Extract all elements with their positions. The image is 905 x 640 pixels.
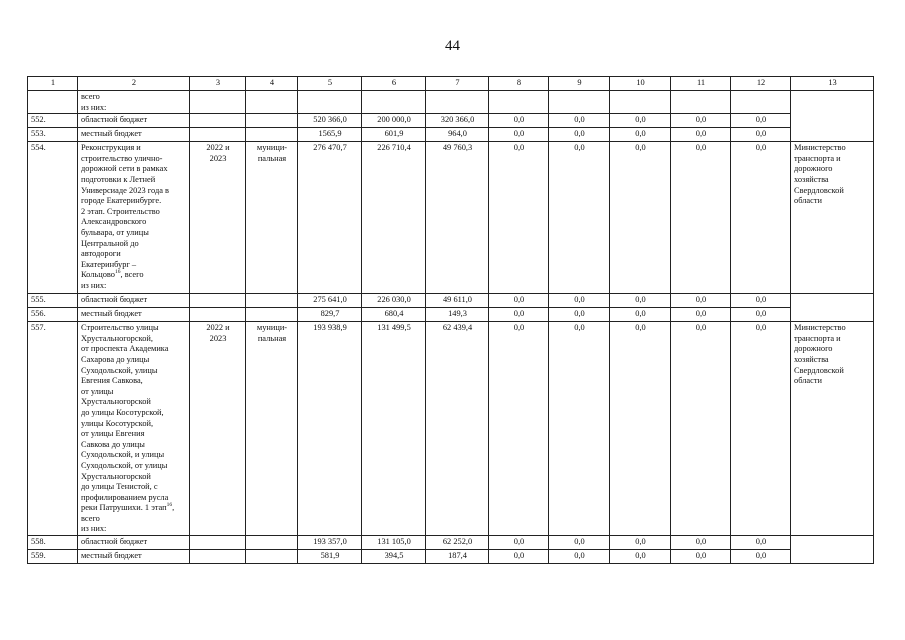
value-col9: 0,0 [549, 550, 610, 564]
value-col6: 131 499,5 [362, 322, 426, 536]
row-organization [791, 294, 874, 308]
row-years [190, 114, 246, 128]
column-header: 6 [362, 77, 426, 91]
value-total: 193 938,9 [298, 322, 362, 536]
value-col8 [489, 91, 549, 114]
value-col8: 0,0 [489, 128, 549, 142]
value-col7: 62 439,4 [426, 322, 489, 536]
value-col12 [731, 91, 791, 114]
value-col7: 320 366,0 [426, 114, 489, 128]
row-organization [791, 128, 874, 142]
table-row [28, 550, 874, 564]
row-number: 553. [28, 128, 78, 142]
column-header: 10 [610, 77, 671, 91]
value-col10: 0,0 [610, 294, 671, 308]
footnote-marker: 16 [166, 502, 173, 509]
column-header: 13 [791, 77, 874, 91]
row-organization [791, 91, 874, 114]
table-row [28, 294, 874, 308]
value-col6: 226 710,4 [362, 142, 426, 294]
value-col11: 0,0 [671, 536, 731, 550]
row-name: областной бюджет [78, 114, 190, 128]
value-total: 581,9 [298, 550, 362, 564]
value-col8: 0,0 [489, 294, 549, 308]
value-col12: 0,0 [731, 536, 791, 550]
value-col8: 0,0 [489, 550, 549, 564]
value-col9: 0,0 [549, 322, 610, 536]
value-total: 193 357,0 [298, 536, 362, 550]
row-years [190, 308, 246, 322]
row-years: 2022 и 2023 [190, 322, 246, 536]
row-customer [246, 91, 298, 114]
value-col12: 0,0 [731, 114, 791, 128]
value-total: 276 470,7 [298, 142, 362, 294]
value-col6: 200 000,0 [362, 114, 426, 128]
column-header: 5 [298, 77, 362, 91]
value-col11: 0,0 [671, 142, 731, 294]
value-total: 275 641,0 [298, 294, 362, 308]
value-total: 829,7 [298, 308, 362, 322]
value-col10: 0,0 [610, 550, 671, 564]
value-col10: 0,0 [610, 536, 671, 550]
table-row [28, 322, 874, 536]
value-col9: 0,0 [549, 308, 610, 322]
value-col6: 394,5 [362, 550, 426, 564]
row-customer [246, 294, 298, 308]
row-customer [246, 536, 298, 550]
value-total: 520 366,0 [298, 114, 362, 128]
value-col7: 62 252,0 [426, 536, 489, 550]
row-years [190, 536, 246, 550]
value-col6 [362, 91, 426, 114]
table-row [28, 91, 874, 114]
value-col12: 0,0 [731, 308, 791, 322]
row-customer [246, 308, 298, 322]
value-col9: 0,0 [549, 128, 610, 142]
row-name-tail: , всего из них: [81, 270, 144, 290]
value-col11: 0,0 [671, 322, 731, 536]
row-name: местный бюджет [78, 308, 190, 322]
table-row [28, 142, 874, 294]
value-col9: 0,0 [549, 114, 610, 128]
value-col7: 49 611,0 [426, 294, 489, 308]
row-customer [246, 114, 298, 128]
row-name [78, 142, 190, 294]
column-header: 1 [28, 77, 78, 91]
row-organization [791, 550, 874, 564]
value-col12: 0,0 [731, 550, 791, 564]
value-col10: 0,0 [610, 322, 671, 536]
value-col7: 49 760,3 [426, 142, 489, 294]
row-number: 552. [28, 114, 78, 128]
row-name: всего из них: [78, 91, 190, 114]
value-col12: 0,0 [731, 294, 791, 308]
row-number: 554. [28, 142, 78, 294]
row-organization [791, 536, 874, 550]
value-col11 [671, 91, 731, 114]
value-col12: 0,0 [731, 322, 791, 536]
row-years: 2022 и 2023 [190, 142, 246, 294]
value-col8: 0,0 [489, 536, 549, 550]
value-col10: 0,0 [610, 128, 671, 142]
column-header: 4 [246, 77, 298, 91]
row-years [190, 550, 246, 564]
column-header: 3 [190, 77, 246, 91]
row-customer [246, 550, 298, 564]
table-body [28, 91, 874, 564]
row-name [78, 322, 190, 536]
row-name: местный бюджет [78, 128, 190, 142]
row-organization: Министерство транспорта и дорожного хозяйства Свердловской области [791, 142, 874, 294]
page-number: 44 [445, 38, 460, 54]
value-col8: 0,0 [489, 308, 549, 322]
row-customer [246, 128, 298, 142]
value-col7: 964,0 [426, 128, 489, 142]
value-col6: 680,4 [362, 308, 426, 322]
row-years [190, 128, 246, 142]
value-col10: 0,0 [610, 142, 671, 294]
value-col9: 0,0 [549, 536, 610, 550]
table-row [28, 114, 874, 128]
value-col6: 601,9 [362, 128, 426, 142]
row-number: 555. [28, 294, 78, 308]
row-name-text: Строительство улицы Хрустальногорской, от проспекта Академика Сахарова до улицы Суходольской, улицы Евгения Савкова, от улицы Хрустальногорской до улицы Косотурской, улицы Косотурской, от улицы Евгения Савкова до улицы Суходольской, и улицы Суходольской, от улицы Хрустальногорской до улицы Тенистой, с профилированием русла реки Патрушихи. 1 этап [81, 323, 169, 513]
row-organization: Министерство транспорта и дорожного хозяйства Свердловской области [791, 322, 874, 536]
value-col7 [426, 91, 489, 114]
row-name-text: Реконструкция и строительство улично- дорожной сети в рамках подготовки к Летней Универсиаде 2023 года в городе Екатеринбурге. 2 этап. Строительство Александровского бульвара, от улицы Центральной до автодороги Екатеринбург – Кольцово [81, 143, 169, 280]
column-header: 9 [549, 77, 610, 91]
row-customer: муници- пальная [246, 322, 298, 536]
value-col7: 149,3 [426, 308, 489, 322]
value-col7: 187,4 [426, 550, 489, 564]
value-total [298, 91, 362, 114]
row-number: 557. [28, 322, 78, 536]
row-number: 556. [28, 308, 78, 322]
value-col12: 0,0 [731, 128, 791, 142]
column-number-row [28, 77, 874, 91]
value-col9: 0,0 [549, 294, 610, 308]
table-row [28, 128, 874, 142]
value-col8: 0,0 [489, 114, 549, 128]
value-col6: 226 030,0 [362, 294, 426, 308]
footnote-marker: 16 [115, 269, 121, 276]
value-col11: 0,0 [671, 128, 731, 142]
row-name-tail: , всего из них: [81, 503, 175, 534]
row-years [190, 294, 246, 308]
value-total: 1565,9 [298, 128, 362, 142]
row-name: областной бюджет [78, 536, 190, 550]
table-row [28, 308, 874, 322]
column-header: 2 [78, 77, 190, 91]
value-col10: 0,0 [610, 114, 671, 128]
value-col12: 0,0 [731, 142, 791, 294]
value-col10: 0,0 [610, 308, 671, 322]
row-customer: муници- пальная [246, 142, 298, 294]
table-row [28, 536, 874, 550]
row-organization [791, 308, 874, 322]
column-header: 12 [731, 77, 791, 91]
column-header: 8 [489, 77, 549, 91]
value-col11: 0,0 [671, 308, 731, 322]
row-number [28, 91, 78, 114]
value-col9 [549, 91, 610, 114]
value-col11: 0,0 [671, 114, 731, 128]
row-name: местный бюджет [78, 550, 190, 564]
column-header: 11 [671, 77, 731, 91]
row-number: 559. [28, 550, 78, 564]
column-header: 7 [426, 77, 489, 91]
value-col8: 0,0 [489, 142, 549, 294]
value-col9: 0,0 [549, 142, 610, 294]
row-years [190, 91, 246, 114]
row-organization [791, 114, 874, 128]
row-number: 558. [28, 536, 78, 550]
value-col6: 131 105,0 [362, 536, 426, 550]
budget-table [27, 76, 874, 564]
value-col11: 0,0 [671, 294, 731, 308]
value-col8: 0,0 [489, 322, 549, 536]
value-col11: 0,0 [671, 550, 731, 564]
row-name: областной бюджет [78, 294, 190, 308]
value-col10 [610, 91, 671, 114]
